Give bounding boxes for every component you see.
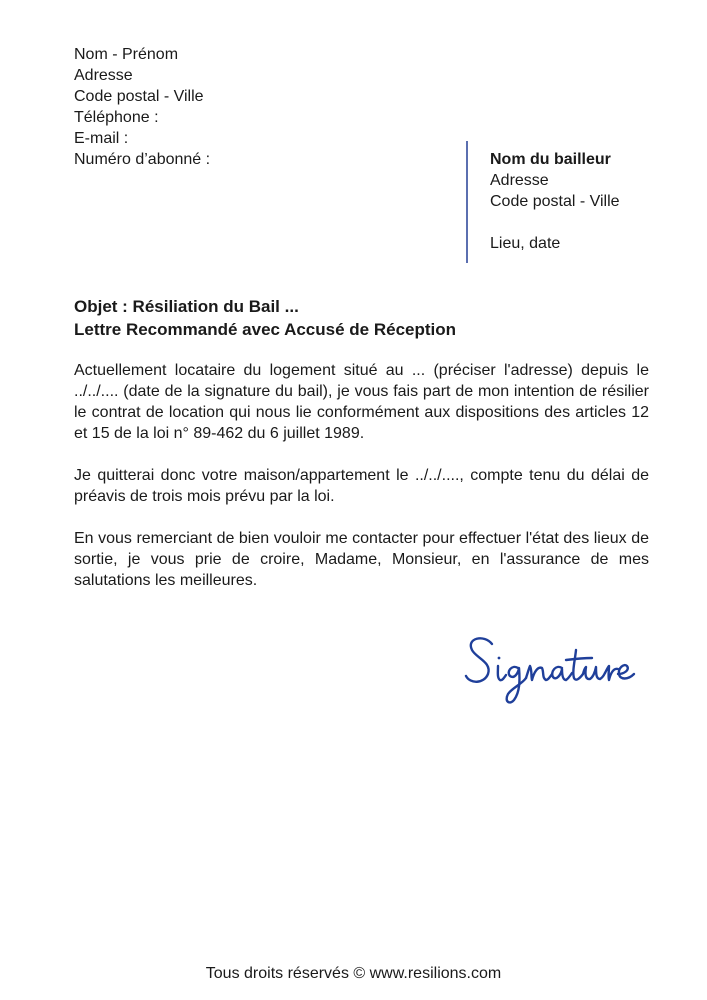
body-paragraph: Actuellement locataire du logement situé au ... (préciser l'adresse) depuis le ../../.... (date de la signature du bail), je vous fais part de mon intention de résilier le contrat de location qui nous lie conformément aux dispositions des articles 12 et 15 de la loi n° 89-462 du 6 juillet 1989. [74,362,649,442]
recipient-spacer [490,212,620,233]
recipient-block [490,149,620,254]
recipient-address: Adresse [490,172,549,189]
sender-email: E-mail : [74,130,129,147]
recipient-postal-city: Code postal - Ville [490,193,620,210]
recipient-divider [466,141,468,263]
sender-postal-city: Code postal - Ville [74,88,204,105]
subject-line: Objet : Résiliation du Bail ... [74,297,299,316]
body-paragraph: Je quitterai donc votre maison/appartement le ../../...., compte tenu du délai de préavis de trois mois prévu par la loi. [74,467,649,505]
place-date: Lieu, date [490,235,561,252]
sender-name: Nom - Prénom [74,46,179,63]
registered-mail-line: Lettre Recommandé avec Accusé de Réception [74,320,457,339]
sender-address: Adresse [74,67,133,84]
sender-block [74,44,210,170]
sender-subscriber-number: Numéro d’abonné : [74,151,211,168]
recipient-name: Nom du bailleur [490,151,611,168]
copyright-footer: Tous droits réservés © www.resilions.com [205,965,502,982]
body-paragraph: En vous remerciant de bien vouloir me contacter pour effectuer l'état des lieux de sortie, je vous prie de croire, Madame, Monsieur, en l'assurance de mes salutations les meilleures. [74,530,649,589]
signature-image [462,628,637,708]
letter-body [74,360,649,612]
sender-phone: Téléphone : [74,109,159,126]
subject-block [74,295,456,341]
